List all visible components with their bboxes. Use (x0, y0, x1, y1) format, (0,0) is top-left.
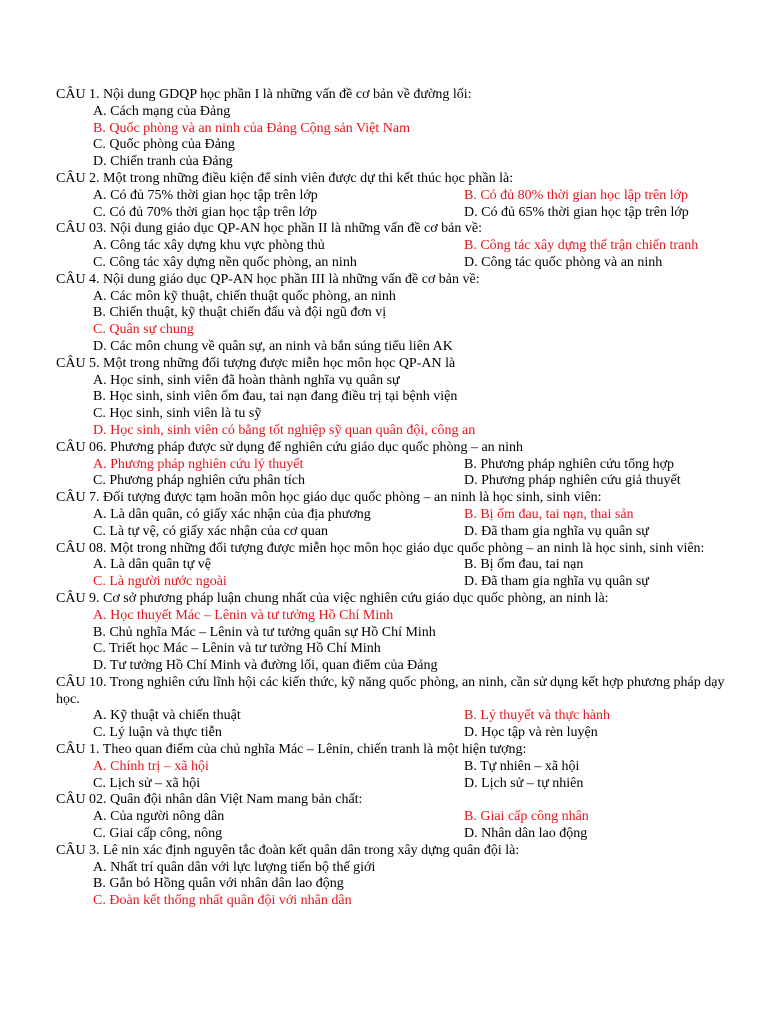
answer-option: C. Giai cấp công, nông (93, 826, 223, 842)
answer-option: B. Chủ nghĩa Mác – Lênin và tư tưởng quân sự Hồ Chí Minh (93, 624, 436, 640)
answer-option: D. Phương pháp nghiên cứu giả thuyết (464, 473, 681, 489)
option-row (56, 876, 732, 893)
option-row (56, 406, 732, 423)
option-row (56, 121, 732, 138)
question-text: CÂU 5. Một trong những đối tượng được miễn học môn học QP-AN là (56, 355, 456, 371)
option-row (56, 860, 732, 877)
question-text: CÂU 4. Nội dung giáo dục QP-AN học phần III là những vấn đề cơ bản về: (56, 271, 480, 287)
answer-option: C. Phương pháp nghiên cứu phân tích (93, 473, 305, 489)
correct-answer-option: A. Học thuyết Mác – Lênin và tư tưởng Hồ Chí Minh (93, 607, 394, 623)
question-text: CÂU 3. Lê nin xác định nguyên tắc đoàn kết quân dân trong xây dựng quân đội là: (56, 842, 520, 858)
option-row (56, 826, 732, 843)
answer-option: A. Của người nông dân (93, 809, 225, 825)
answer-option: A. Có đủ 75% thời gian học tập trên lớp (93, 187, 318, 203)
option-row (56, 725, 732, 742)
question-text: CÂU 02. Quân đội nhân dân Việt Nam mang bản chất: (56, 792, 363, 808)
answer-option: D. Nhân dân lao động (464, 826, 588, 842)
question-text: CÂU 10. Trong nghiên cứu lĩnh hội các kiến thức, kỹ năng quốc phòng, an ninh, cần sử dụng kết hợp phương pháp dạy học. (56, 674, 725, 707)
correct-answer-option: B. Lý thuyết và thực hành (464, 708, 611, 724)
correct-answer-option: C. Quân sự chung (93, 322, 194, 338)
answer-option: C. Có đủ 70% thời gian học tập trên lớp (93, 204, 317, 220)
answer-option: A. Nhất trí quân dân với lực lượng tiến bộ thế giới (93, 859, 376, 875)
answer-option: C. Học sinh, sinh viên là tu sỹ (93, 406, 262, 422)
answer-option: A. Là dân quân tự vệ (93, 557, 211, 573)
question-text: CÂU 03. Nội dung giáo dục QP-AN học phần II là những vấn đề cơ bản về: (56, 221, 482, 237)
answer-option: B. Gắn bó Hồng quân với nhân dân lao động (93, 876, 344, 892)
answer-option: D. Đã tham gia nghĩa vụ quân sự (464, 523, 649, 539)
option-row (56, 238, 732, 255)
document-page (56, 87, 732, 910)
option-row (56, 708, 732, 725)
option-row (56, 809, 732, 826)
correct-answer-option: D. Học sinh, sinh viên có bằng tốt nghiệp sỹ quan quân đội, công an (93, 422, 476, 438)
answer-option: D. Chiến tranh của Đảng (93, 154, 233, 170)
option-row (56, 641, 732, 658)
answer-option: D. Đã tham gia nghĩa vụ quân sự (464, 574, 649, 590)
answer-option: C. Triết học Mác – Lênin và tư tưởng Hồ Chí Minh (93, 641, 381, 657)
answer-option: B. Tự nhiên – xã hội (464, 758, 580, 774)
correct-answer-option: B. Có đủ 80% thời gian học lập trên lớp (464, 187, 688, 203)
correct-answer-option: B. Giai cấp công nhân (464, 809, 589, 825)
answer-option: D. Công tác quốc phòng và an ninh (464, 254, 663, 270)
correct-answer-option: A. Chính trị – xã hội (93, 758, 209, 774)
question-text: CÂU 06. Phương pháp được sử dụng để nghiên cứu giáo dục quốc phòng – an ninh (56, 439, 524, 455)
option-row (56, 305, 732, 322)
question-text: CÂU 7. Đối tượng được tạm hoãn môn học giáo dục quốc phòng – an ninh là học sinh, sinh viên: (56, 490, 602, 506)
correct-answer-option: C. Đoàn kết thống nhất quân đội với nhân dân (93, 893, 352, 909)
option-row (56, 473, 732, 490)
answer-option: D. Các môn chung về quân sự, an ninh và bắn súng tiểu liên AK (93, 338, 453, 354)
question-text: CÂU 1. Nội dung GDQP học phần I là những vấn đề cơ bản về đường lối: (56, 87, 472, 102)
question-text: CÂU 08. Một trong những đối tượng được miễn học môn học giáo dục quốc phòng – an ninh là học sinh, sinh viên: (56, 540, 705, 556)
answer-option: A. Học sinh, sinh viên đã hoàn thành nghĩa vụ quân sự (93, 372, 400, 388)
answer-option: A. Cách mạng của Đảng (93, 103, 231, 119)
answer-option: A. Công tác xây dựng khu vực phòng thủ (93, 238, 325, 254)
option-row (56, 658, 732, 675)
answer-option: A. Là dân quân, có giấy xác nhận của địa phương (93, 506, 371, 522)
answer-option: C. Lý luận và thực tiễn (93, 725, 222, 741)
answer-option: C. Công tác xây dựng nền quốc phòng, an ninh (93, 254, 357, 270)
option-row (56, 423, 732, 440)
answer-option: B. Học sinh, sinh viên ốm đau, tai nạn đang điều trị tại bệnh viện (93, 389, 458, 405)
answer-option: B. Chiến thuật, kỹ thuật chiến đấu và đội ngũ đơn vị (93, 305, 387, 321)
option-row (56, 574, 732, 591)
option-row (56, 322, 732, 339)
option-row (56, 389, 732, 406)
question-text: CÂU 2. Một trong những điều kiện để sinh viên được dự thi kết thúc học phần là: (56, 170, 514, 186)
answer-option: C. Lịch sử – xã hội (93, 775, 201, 791)
option-row (56, 188, 732, 205)
answer-option: D. Lịch sử – tự nhiên (464, 775, 584, 791)
correct-answer-option: C. Là người nước ngoài (93, 574, 227, 590)
option-row (56, 255, 732, 272)
option-row (56, 289, 732, 306)
option-row (56, 759, 732, 776)
correct-answer-option: B. Bị ốm đau, tai nạn, thai sản (464, 506, 634, 522)
option-row (56, 137, 732, 154)
option-row (56, 154, 732, 171)
correct-answer-option: B. Quốc phòng và an ninh của Đảng Cộng sản Việt Nam (93, 120, 410, 136)
answer-option: D. Học tập và rèn luyện (464, 725, 598, 741)
answer-option: C. Là tự vệ, có giấy xác nhận của cơ quan (93, 523, 329, 539)
answer-option: D. Có đủ 65% thời gian học tập trên lớp (464, 204, 689, 220)
option-row (56, 205, 732, 222)
answer-option: A. Các môn kỹ thuật, chiến thuật quốc phòng, an ninh (93, 288, 396, 304)
answer-option: B. Bị ốm đau, tai nạn (464, 557, 584, 573)
option-row (56, 104, 732, 121)
answer-option: A. Kỹ thuật và chiến thuật (93, 708, 241, 724)
answer-option: C. Quốc phòng của Đảng (93, 137, 235, 153)
option-row (56, 373, 732, 390)
option-row (56, 507, 732, 524)
correct-answer-option: A. Phương pháp nghiên cứu lý thuyết (93, 456, 304, 472)
option-row (56, 457, 732, 474)
option-row (56, 608, 732, 625)
option-row (56, 339, 732, 356)
question-text: CÂU 1. Theo quan điểm của chủ nghĩa Mác – Lênin, chiến tranh là một hiện tượng: (56, 742, 527, 758)
option-row (56, 557, 732, 574)
option-row (56, 625, 732, 642)
answer-option: D. Tư tưởng Hồ Chí Minh và đường lối, quan điểm của Đảng (93, 658, 438, 674)
question-text: CÂU 9. Cơ sở phương pháp luận chung nhất của việc nghiên cứu giáo dục quốc phòng, an ninh là: (56, 590, 609, 606)
answer-option: B. Phương pháp nghiên cứu tổng hợp (464, 456, 675, 472)
option-row (56, 893, 732, 910)
correct-answer-option: B. Công tác xây dựng thế trận chiến tranh (464, 238, 699, 254)
option-row (56, 524, 732, 541)
option-row (56, 776, 732, 793)
